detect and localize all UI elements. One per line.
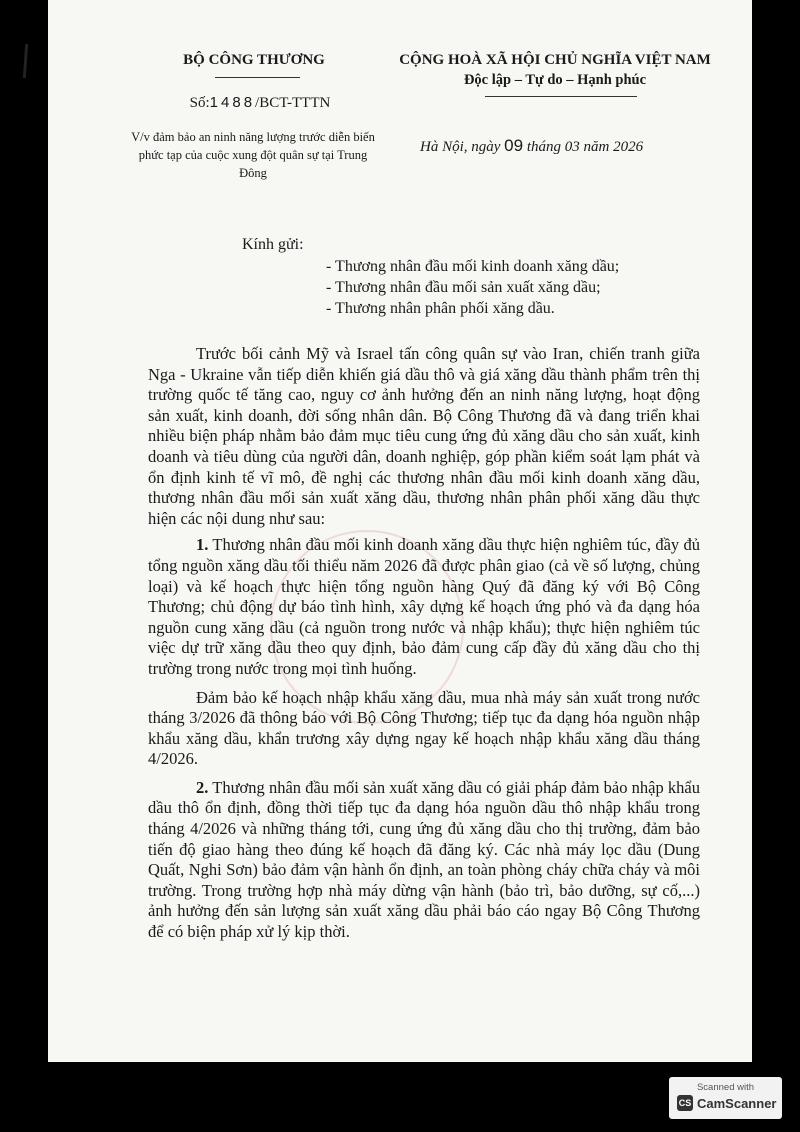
national-title: CỘNG HOÀ XÃ HỘI CHỦ NGHĨA VIỆT NAM: [399, 52, 711, 68]
doc-no-prefix: Số:: [189, 95, 210, 111]
intro-paragraph: Trước bối cảnh Mỹ và Israel tấn công quân sự vào Iran, chiến tranh giữa Nga - Ukraine vẫn tiếp diễn khiến giá dầu thô và giá xăng dầu thành phẩm trên thị trường quốc tế tăng cao, nguy cơ ảnh hưởng đến an ninh năng lượng, hoạt động sản xuất, kinh doanh, đời sống nhân dân. Bộ Công Thương đã và đang triển khai nhiều biện pháp nhằm bảo đảm mục tiêu cung ứng đủ xăng dầu cho sản xuất, kinh doanh và tiêu dùng của người dân, doanh nghiệp, góp phần kiểm soát lạm phát và ổn định kinh tế vĩ mô, đề nghị các thương nhân đầu mối kinh doanh xăng dầu, thương nhân đầu mối sản xuất xăng dầu, thương nhân phân phối xăng dầu thực hiện các nội dung như sau:: [148, 344, 700, 528]
camscanner-logo-icon: CS: [677, 1095, 693, 1111]
ministry-name: BỘ CÔNG THƯƠNG: [183, 52, 325, 68]
item-2-number: 2.: [196, 777, 209, 797]
document-subject: V/v đảm bảo an ninh năng lượng trước diễn biến phức tạp của cuộc xung đột quân sự tại Trung Đông: [131, 130, 375, 180]
national-motto: Độc lập – Tự do – Hạnh phúc: [463, 72, 647, 88]
camscanner-watermark: [669, 1077, 782, 1119]
doc-no-handwritten: 1488: [209, 94, 256, 111]
item-1-text: Thương nhân đầu mối kinh doanh xăng dầu thực hiện nghiêm túc, đầy đủ tổng nguồn xăng dầu tối thiểu năm 2026 đã được phân giao (cả về số lượng, chủng loại) và kế hoạch thực hiện tổng nguồn hàng Quý đã đăng ký với Bộ Công Thương; chủ động dự báo tình hình, xây dựng kế hoạch ứng phó và đa dạng hóa nguồn cung xăng dầu (cả nguồn trong nước và nhập khẩu); thực hiện nghiêm túc việc dự trữ xăng dầu theo quy định, bảo đảm cung cấp đầy đủ xăng dầu cho thị trường trong nước trong mọi tình huống.: [148, 535, 700, 678]
scanned-with-text: Scanned with: [696, 1082, 755, 1093]
recipients-label: Kính gửi:: [242, 236, 304, 253]
item-1-paragraph: [148, 535, 700, 679]
item-2-text: Thương nhân đầu mối sản xuất xăng dầu có giải pháp đảm bảo nhập khẩu dầu thô ổn định, đồng thời tiếp tục đa dạng hóa nguồn dầu thô nhập khẩu trong tháng 4/2026 và những tháng tới, cung ứng đủ xăng dầu cho thị trường, đảm bảo tiến độ giao hàng theo đúng kế hoạch đã đăng ký. Các nhà máy lọc dầu (Dung Quất, Nghi Sơn) bảo đảm vận hành ổn định, an toàn phòng cháy chữa cháy và môi trường. Trong trường hợp nhà máy dừng vận hành (bảo trì, bảo dưỡng, sự cố,...) ảnh hưởng đến sản lượng sản xuất xăng dầu phải báo cáo ngay Bộ Công Thương để có biện pháp xử lý kịp thời.: [148, 777, 700, 942]
document-number: [150, 94, 370, 112]
recipient-item: - Thương nhân đầu mối kinh doanh xăng dầu;: [326, 258, 620, 275]
item-1-continuation: Đảm bảo kế hoạch nhập khẩu xăng dầu, mua nhà máy sản xuất trong nước tháng 3/2026 đã thông báo với Bộ Công Thương; tiếp tục đa dạng hóa nguồn nhập khẩu xăng dầu, khẩn trương xây dựng ngay kế hoạch nhập khẩu xăng dầu tháng 4/2026.: [148, 687, 700, 769]
camscanner-brand: [677, 1095, 776, 1111]
item-1-number: 1.: [196, 535, 209, 555]
date-prefix: Hà Nội, ngày: [420, 139, 501, 155]
date-day-handwritten: 09: [504, 136, 524, 155]
recipient-item: - Thương nhân phân phối xăng dầu.: [326, 300, 555, 317]
item-2-paragraph: [148, 778, 700, 943]
motto-underline: [485, 96, 637, 97]
margin-pen-mark: [23, 44, 28, 78]
ministry-underline: [215, 77, 300, 78]
camscanner-name: CamScanner: [697, 1095, 777, 1111]
doc-no-suffix: /BCT-TTTN: [255, 95, 331, 111]
date-line: [420, 136, 700, 156]
date-suffix: tháng 03 năm 2026: [526, 139, 644, 155]
recipients-list: [326, 256, 706, 319]
letter-body: [148, 344, 700, 951]
recipient-item: - Thương nhân đầu mối sản xuất xăng dầu;: [326, 279, 601, 296]
